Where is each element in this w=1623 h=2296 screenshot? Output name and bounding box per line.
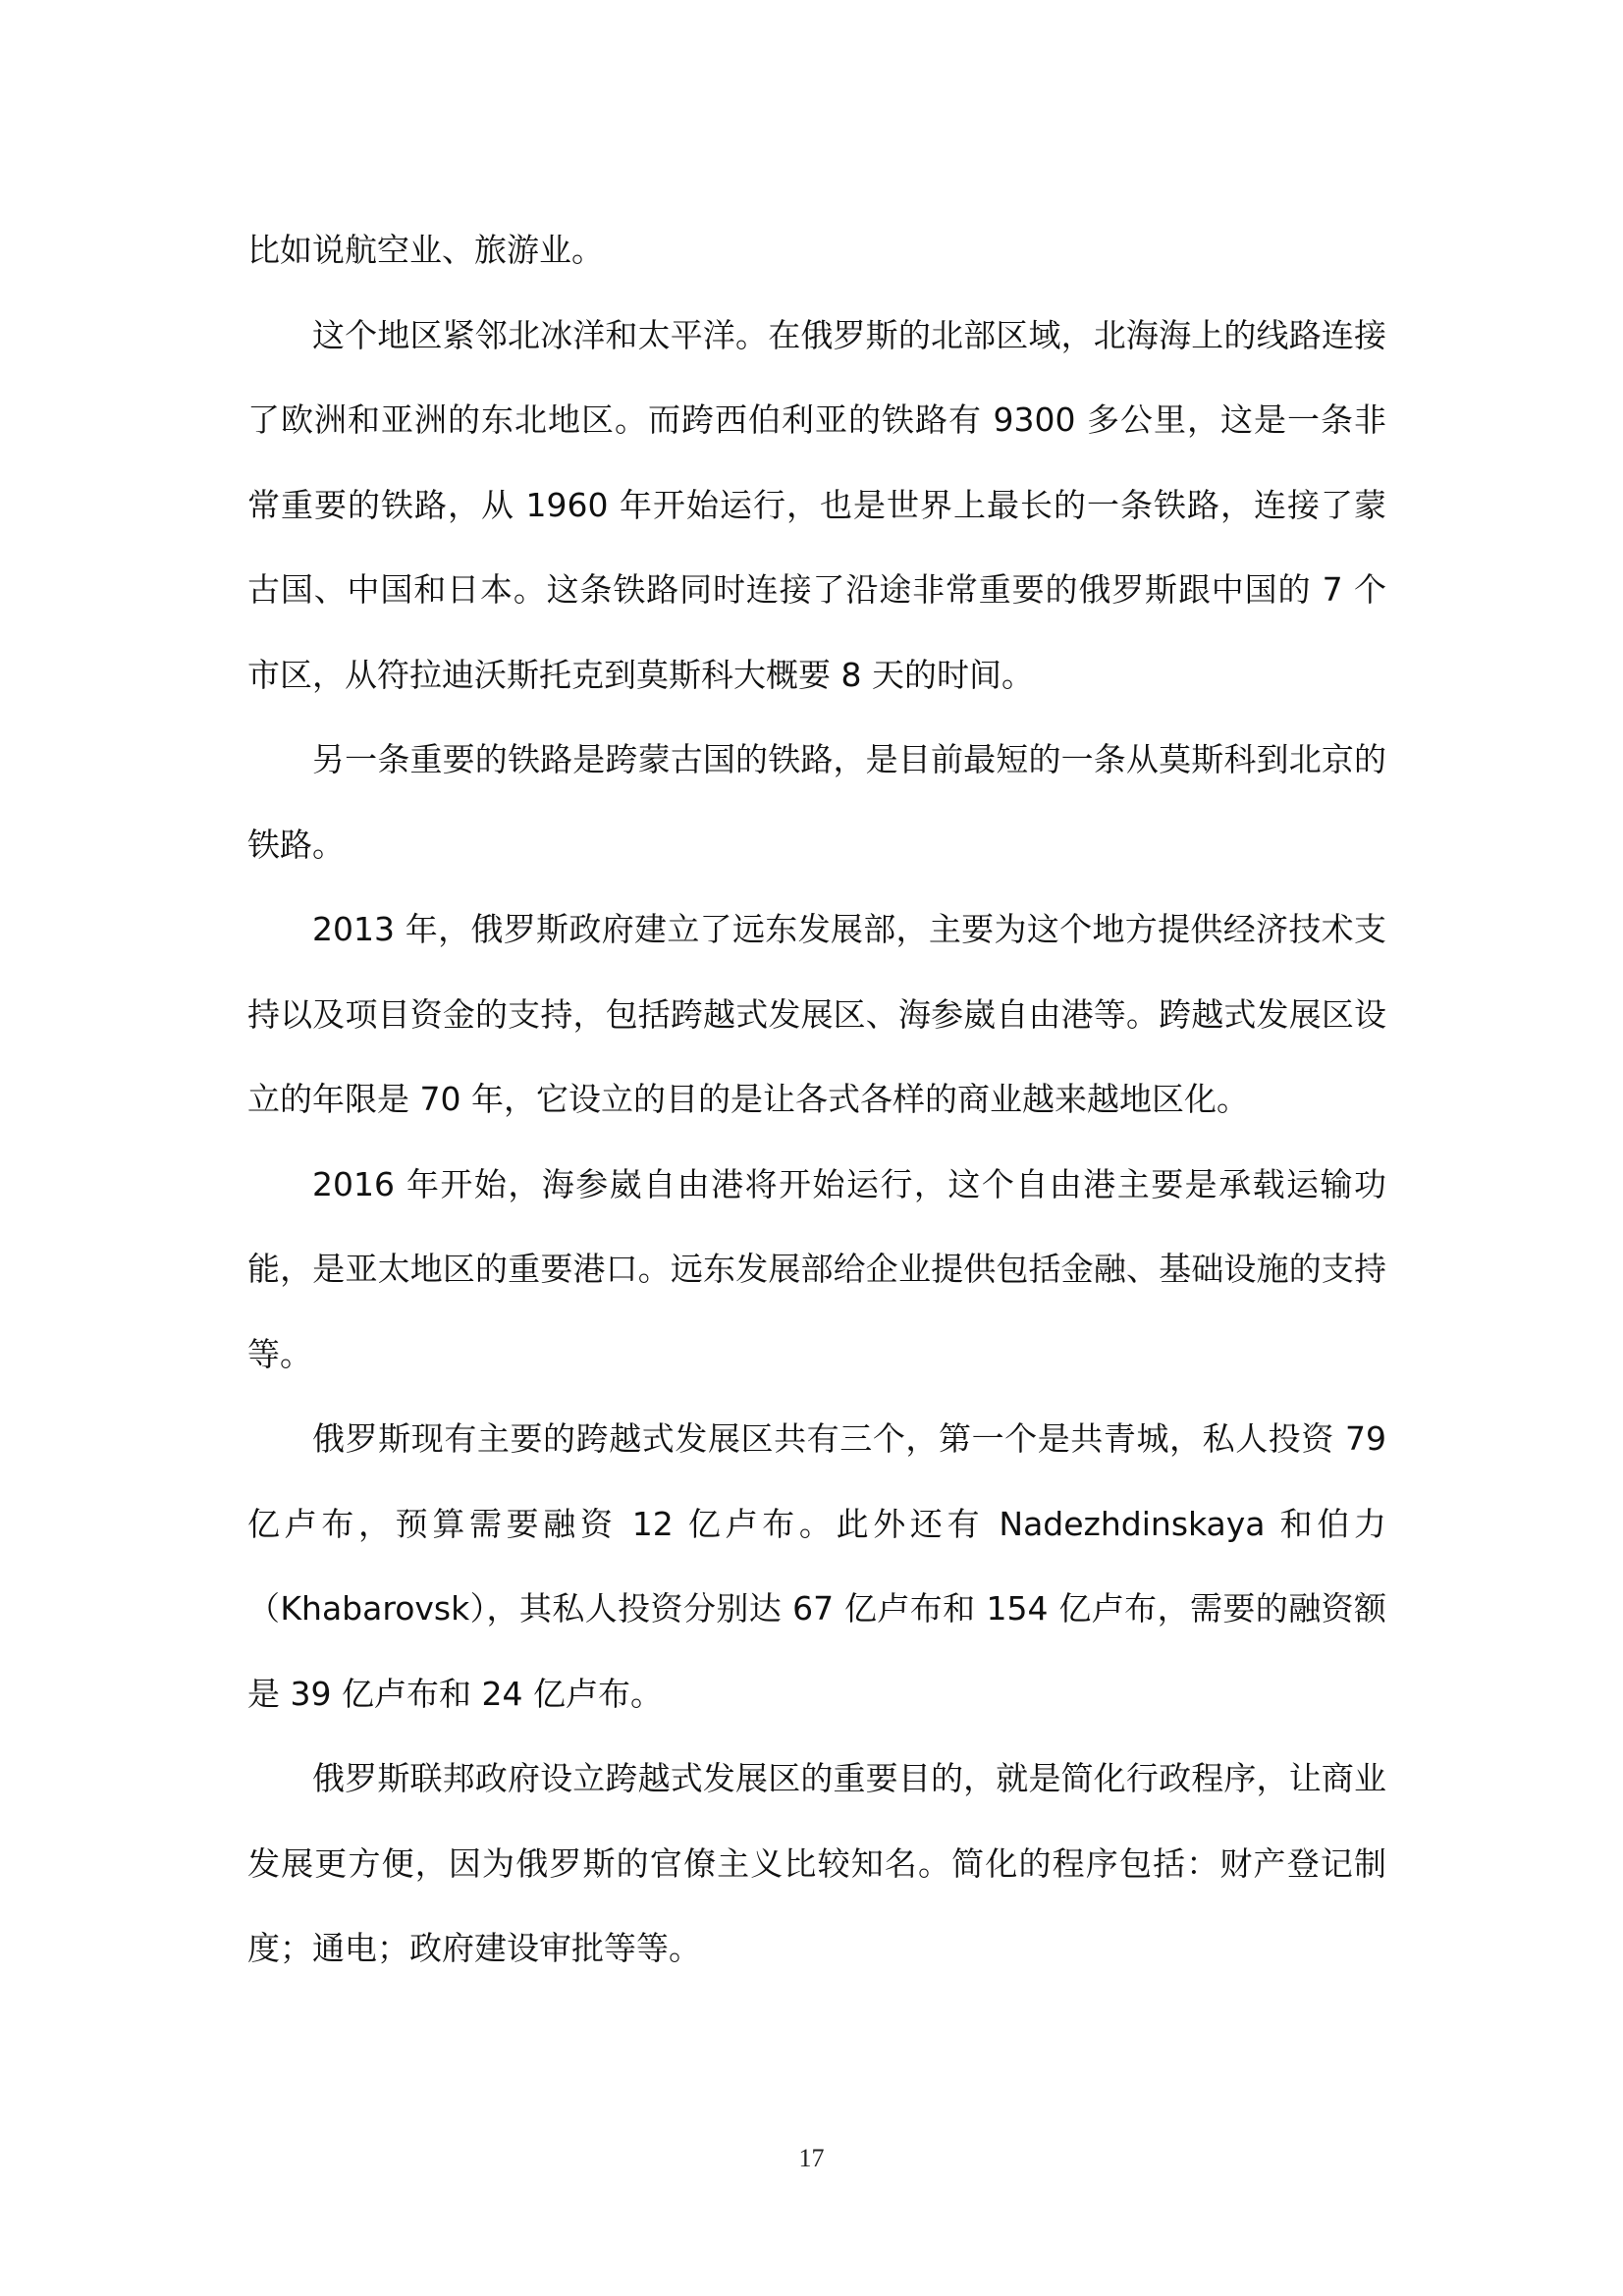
paragraph-railways: 这个地区紧邻北冰洋和太平洋。在俄罗斯的北部区域，北海海上的线路连接了欧洲和亚洲的东北地区。而跨西伯利亚的铁路有 9300 多公里，这是一条非常重要的铁路，从 1960 年开始运行，也是世界上最长的一条铁路，连接了蒙古国、中国和日本。这条铁路同时连接了沿途非常重要的俄罗斯跟中国的 7 个市区，从符拉迪沃斯托克到莫斯科大概要 8 天的时间。 [247, 315, 1386, 694]
paragraph-free-port: 2016 年开始，海参崴自由港将开始运行，这个自由港主要是承载运输功能，是亚太地区的重要港口。远东发展部给企业提供包括金融、基础设施的支持等。 [247, 1164, 1386, 1373]
paragraph-trans-mongolian: 另一条重要的铁路是跨蒙古国的铁路，是目前最短的一条从莫斯科到北京的铁路。 [247, 740, 1386, 864]
paragraph-simplified-procedures: 俄罗斯联邦政府设立跨越式发展区的重要目的，就是简化行政程序，让商业发展更方便，因为俄罗斯的官僚主义比较知名。简化的程序包括：财产登记制度；通电；政府建设审批等等。 [247, 1759, 1386, 1967]
paragraph-far-east-ministry: 2013 年，俄罗斯政府建立了远东发展部，主要为这个地方提供经济技术支持以及项目资金的支持，包括跨越式发展区、海参崴自由港等。跨越式发展区设立的年限是 70 年，它设立的目的是让各式各样的商业越来越地区化。 [247, 910, 1386, 1118]
paragraph-development-zones: 俄罗斯现有主要的跨越式发展区共有三个，第一个是共青城，私人投资 79 亿卢布，预算需要融资 12 亿卢布。此外还有 Nadezhdinskaya 和伯力（Khabarovsk），其私人投资分别达 67 亿卢布和 154 亿卢布，需要的融资额是 39 亿卢布和 24 亿卢布。 [247, 1419, 1386, 1713]
body-text [247, 208, 1386, 1992]
paragraph-continuation: 比如说航空业、旅游业。 [247, 231, 604, 269]
page-number: 17 [798, 2144, 825, 2172]
